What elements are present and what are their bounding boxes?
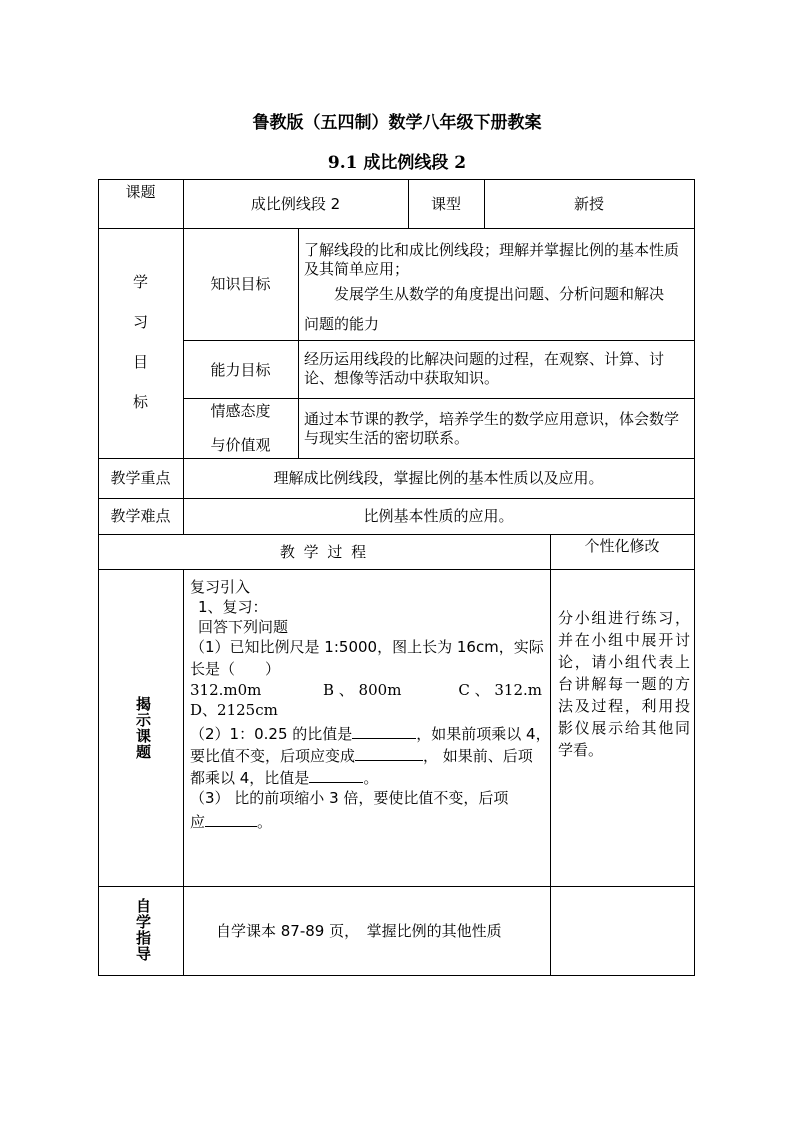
goal-label-char: 目 (132, 353, 148, 371)
topic-line (190, 744, 548, 766)
topic-label: 课题 (125, 183, 156, 201)
q3-part-a: 应 (190, 813, 206, 831)
learning-goals-label (98, 272, 183, 432)
topic-line: 1、复习： (198, 598, 268, 616)
answer-blank (309, 766, 363, 783)
self-study-label: 自学指导 (134, 898, 152, 962)
q2-part-e: 都乘以 4，比值是 (190, 769, 310, 787)
option-d: D、2125cm (190, 701, 278, 719)
option-c: C 、 312.m (458, 681, 542, 699)
document-title: 鲁教版（五四制）数学八年级下册教案 (252, 113, 542, 133)
topic-line (190, 766, 548, 788)
lesson-type-label: 课型 (430, 195, 461, 213)
personal-header: 个性化修改 (584, 537, 660, 555)
lesson-type-value: 新授 (573, 195, 604, 213)
lesson-title: 9.1 成比例线段 2 (327, 153, 467, 173)
option-a: 312.m0m (190, 681, 262, 699)
goal-label-char: 习 (132, 313, 148, 331)
topic-line: 长是（ ） (190, 660, 281, 678)
knowledge-goal-text-3: 问题的能力 (304, 315, 380, 333)
topic-line (190, 810, 548, 832)
topic-line: （1）已知比例尺是 1:5000，图上长为 16cm，实际 (190, 638, 544, 656)
knowledge-goal-text-2: 发展学生从数学的角度提出问题、分析问题和解决 (334, 285, 665, 303)
answer-blank (352, 722, 416, 739)
goal-label-char: 学 (132, 273, 148, 291)
goal-label-char: 标 (132, 393, 148, 411)
emotion-goal-label-2: 与价值观 (210, 436, 271, 454)
topic-value: 成比例线段 2 (250, 195, 341, 213)
difficulty-label: 教学难点 (110, 507, 171, 525)
knowledge-goal-label: 知识目标 (210, 275, 271, 293)
key-point-text: 理解成比例线段，掌握比例的基本性质以及应用。 (273, 469, 604, 487)
process-header: 教 学 过 程 (279, 543, 369, 561)
topic-content (190, 577, 551, 832)
q2-part-a: （2）1：0.25 的比值是 (190, 725, 353, 743)
self-study-text: 自学课本 87-89 页， 掌握比例的其他性质 (216, 922, 502, 940)
reveal-topic-label: 揭示课题 (134, 696, 152, 760)
difficulty-text: 比例基本性质的应用。 (363, 507, 514, 525)
q3-part-b: 。 (257, 813, 273, 831)
ability-goal-text: 经历运用线段的比解决问题的过程，在观察、计算、讨论、想像等活动中获取知识。 (304, 350, 665, 387)
personal-note: 分小组进行练习，并在小组中展开讨论，请小组代表上台讲解每一题的方法及过程，利用投影仪展示给其他同学看。 (558, 609, 690, 759)
topic-options-line (190, 680, 548, 700)
topic-line: （3） 比的前项缩小 3 倍，要使比值不变，后项 (190, 789, 509, 807)
q2-part-b: ，如果前项乘以 4， (416, 725, 551, 743)
q2-part-f: 。 (363, 769, 379, 787)
knowledge-goal-text: 了解线段的比和成比例线段；理解并掌握比例的基本性质及其简单应用； (304, 241, 680, 278)
answer-blank (355, 744, 423, 761)
topic-line: 回答下列问题 (198, 618, 289, 636)
topic-line (190, 722, 551, 744)
topic-line: 复习引入 (190, 578, 251, 596)
emotion-goal-text: 通过本节课的教学，培养学生的数学应用意识，体会数学与现实生活的密切联系。 (304, 410, 680, 447)
q2-part-d: ， 如果前、后项 (423, 747, 533, 765)
q2-part-c: 要比值不变，后项应变成 (190, 747, 356, 765)
ability-goal-label: 能力目标 (210, 361, 271, 379)
key-point-label: 教学重点 (110, 469, 171, 487)
emotion-goal-label-1: 情感态度 (210, 402, 271, 420)
option-b: B 、 800m (323, 681, 402, 699)
answer-blank (205, 810, 257, 827)
